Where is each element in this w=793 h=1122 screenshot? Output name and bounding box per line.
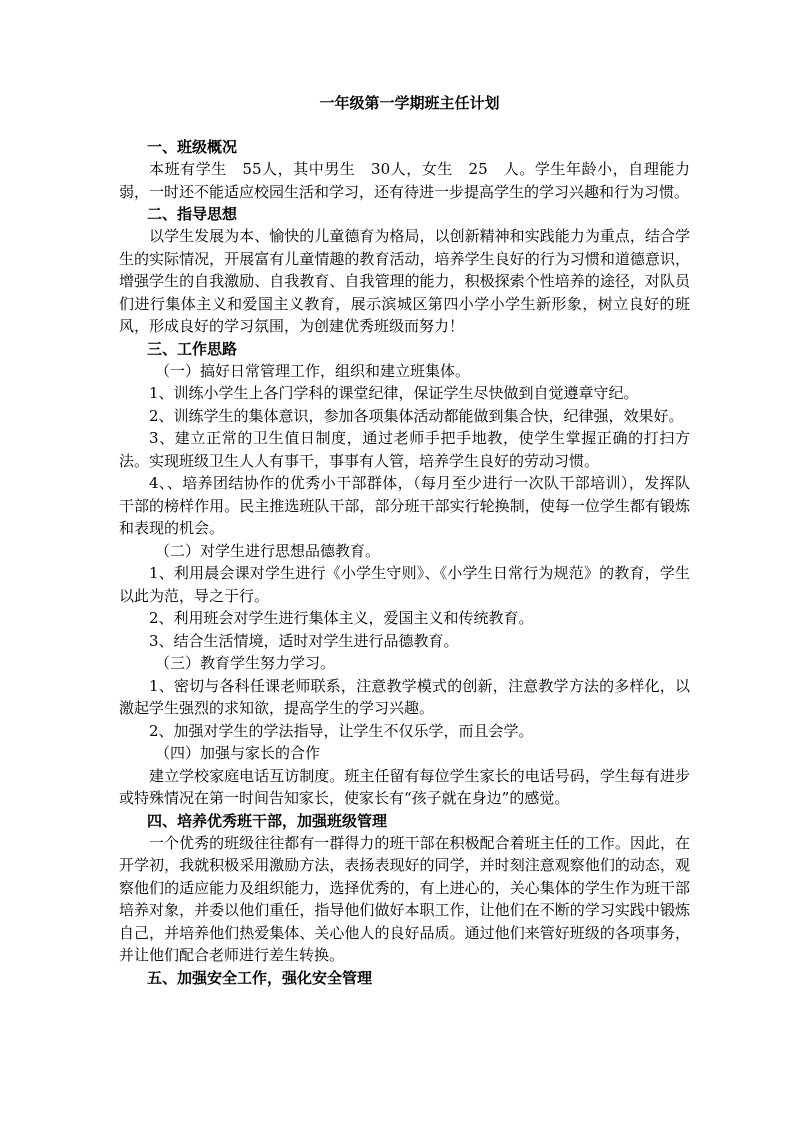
paragraph: 建立学校家庭电话互访制度。班主任留有每位学生家长的电话号码，学生每有进步或特殊情况在第一时间告知家长，使家长有“孩子就在身边”的感觉。 bbox=[119, 766, 690, 807]
paragraph: 以学生发展为本、愉快的儿童德育为格局，以创新精神和实践能力为重点，结合学生的实际情况，开展富有儿童情趣的教育活动，培养学生良好的行为习惯和道德意识，增强学生的自我激励、自我教育、自我管理的能力，积极探索个性培养的途径，对队员们进行集体主义和爱国主义教育，展示滨城区第四小学小学生新形象，树立良好的班风，形成良好的学习氛围，为创建优秀班级而努力！ bbox=[119, 227, 690, 335]
section-heading: 五、加强安全工作，强化安全管理 bbox=[147, 968, 373, 987]
paragraph: 3、建立正常的卫生值日制度，通过老师手把手地教，使学生掌握正确的打扫方法。实现班级卫生人人有事干，事事有人管，培养学生良好的劳动习惯。 bbox=[119, 429, 690, 470]
subsection-heading: （三）教育学生努力学习。 bbox=[155, 654, 336, 672]
section-heading: 三、工作思路 bbox=[147, 339, 238, 358]
paragraph: 1、利用晨会课对学生进行《小学生守则》、《小学生日常行为规范》的教育，学生以此为范，导之于行。 bbox=[119, 564, 690, 605]
subsection-heading: （二）对学生进行思想品德教育。 bbox=[155, 541, 381, 560]
paragraph: 本班有学生 55人，其中男生 30人，女生 25 人。学生年龄小，自理能力弱，一时还不能适应校园生活和学习，还有待进一步提高学生的学习兴趣和行为习惯。 bbox=[119, 160, 690, 201]
section-heading: 二、指导思想 bbox=[147, 205, 238, 223]
paragraph: 一个优秀的班级往往都有一群得力的班干部在积极配合着班主任的工作。因此，在开学初，我就积极采用激励方法，表扬表现好的同学，并时刻注意观察他们的动态，观察他们的适应能力及组织能力，选择优秀的，有上进心的，关心集体的学生作为班干部培养对象，并委以他们重任，指导他们做好本职工作，让他们在不断的学习实践中锻炼自己，并培养他们热爱集体、关心他人的良好品质。通过他们来管好班级的各项事务，并让他们配合老师进行差生转换。 bbox=[119, 833, 690, 964]
paragraph: 4、、培养团结协作的优秀小干部群体，（每月至少进行一次队干部培训），发挥队干部的榜样作用。民主推选班队干部，部分班干部实行轮换制，使每一位学生都有锻炼和表现的机会。 bbox=[119, 474, 690, 537]
paragraph: 2、利用班会对学生进行集体主义，爱国主义和传统教育。 bbox=[149, 609, 534, 627]
paragraph: 2、加强对学生的学法指导，让学生不仅乐学，而且会学。 bbox=[149, 721, 534, 740]
paragraph: 3、结合生活情境，适时对学生进行品德教育。 bbox=[149, 631, 459, 650]
paragraph: 1、训练小学生上各门学科的课堂纪律，保证学生尽快做到自觉遵章守纪。 bbox=[149, 384, 639, 402]
paragraph: 2、训练学生的集体意识，参加各项集体活动都能做到集合快，纪律强，效果好。 bbox=[149, 406, 684, 425]
document-page bbox=[119, 92, 690, 989]
subsection-heading: （一）搞好日常管理工作，组织和建立班集体。 bbox=[155, 361, 471, 380]
document-title: 一年级第一学期班主任计划 bbox=[319, 94, 500, 112]
paragraph: 1、密切与各科任课老师联系，注意教学模式的创新，注意教学方法的多样化，以激起学生强烈的求知欲，提高学生的学习兴趣。 bbox=[119, 676, 690, 717]
section-heading: 一、班级概况 bbox=[147, 138, 238, 156]
section-heading: 四、培养优秀班干部，加强班级管理 bbox=[147, 811, 388, 830]
subsection-heading: （四）加强与家长的合作 bbox=[155, 744, 321, 762]
